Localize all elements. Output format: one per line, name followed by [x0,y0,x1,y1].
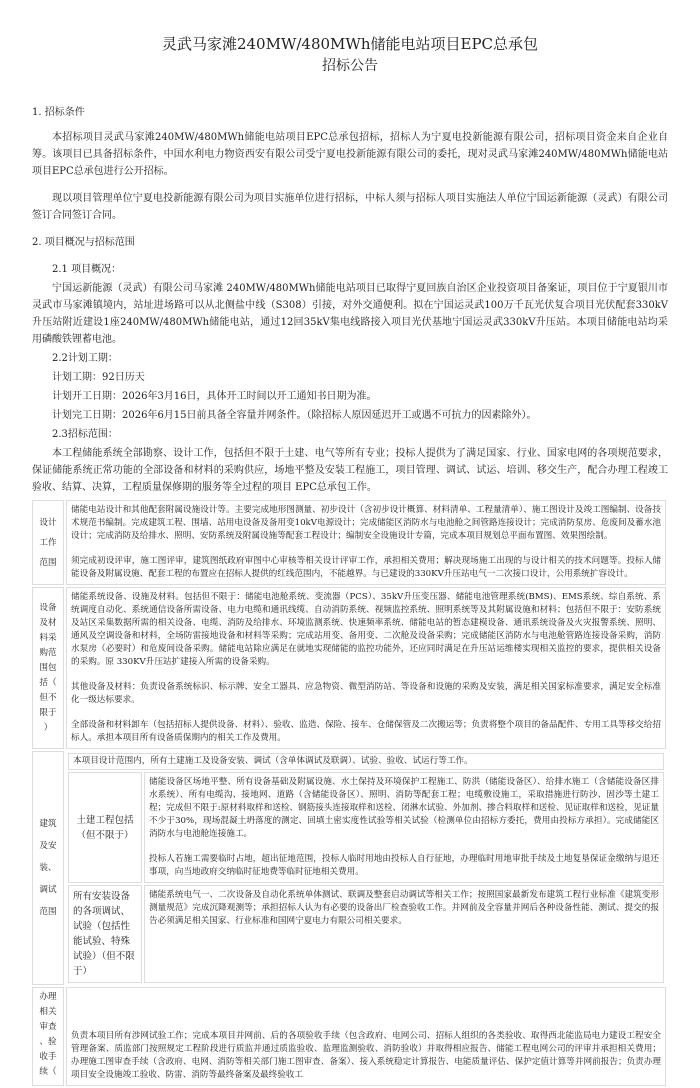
content-paragraph: 储能系统电气一、二次设备及自动化系统单体测试、联调及整套启动调试等相关工作；按照国家最新发布建筑工程行业标准《建筑变形测量规范》完成沉降观测等；承担招标人认为有必要的设备出厂检查验收工作。并网前及全容量并网后各种设备性能、测试、提交的报告必须满足相关国家、行业标准和国网宁夏电力有限公司相关要求。 [149,890,659,926]
document-title: 灵武马家滩240MW/480MWh储能电站项目EPC总承包 [161,35,539,53]
label-part: 围包 [39,662,57,673]
subrow-label: 所有安装设备的各项调试、试验（包括性能试验、特殊试验）（但不限于） [68,885,142,983]
label-part: 工作 [39,537,57,548]
label-part: 收手 [39,1052,57,1062]
label-part: 料采 [39,632,57,643]
section-2-heading: 2. 项目概况与招标范围 [32,237,135,248]
content-paragraph: 投标人若施工需要临时占地，超出征地范围，投标人临时用地由投标人自行征地，办理临时用地审批手续及土地复垦保证金缴纳与退还事项，向当地政府交纳临时征地费等临时征地相关费用。 [149,854,659,877]
label-part: 装、 [39,863,57,873]
subrow-label: 土建工程包括（但不限于） [68,772,142,883]
label-part: 设备 [39,602,57,613]
section-1-paragraph: 现以项目管理单位宁夏电投新能源有限公司为项目实施单位进行招标，中标人须与招标人项目实施法人单位宁国运新能源（灵武）有限公司签订合同签订合同。 [32,193,668,221]
label-part: 购范 [39,647,57,658]
construction-intro: 本项目设计范围内，所有土建施工及设备安装、调试（含单体调试及联调）、试验、验收、试运行等工作。 [68,753,664,770]
document-page [0,34,700,1088]
content-paragraph: 全部设备和材料卸车（包括招标人提供设备、材料）、验收、监造、保险、接车、仓储保管及二次搬运等；负责将整个项目的备品配件、专用工具等移交给招标人。承担本项目所有设备质保期内的相关工作及费用。 [71,720,661,743]
section-1-heading: 1. 招标条件 [32,107,85,118]
row-label [32,587,64,749]
section-2-3-heading: 2.3招标范围： [52,429,118,440]
label-part: 、验 [39,1037,57,1047]
table-row-procurement [32,587,666,749]
label-part: ） [43,722,53,733]
content-paragraph: 储能设备区场地平整、所有设备基础及附属设施、水土保持及环境保护工程施工、防洪（储能设备区）、给排水施工（含储能设备区排水系统）、所有电缆沟、接地网、道路（含储能设备区）、照明、消防等配套工程；电缆敷设施工，采取措施进行防沙、固沙等土建工程；完成但不限于:原材料取样和送检、钢筋接头连接取样和送检、闭淋水试验、外加剂、掺合料取样和送检、见证取样和送检，见证量不少于30%，现场混凝土坍落度的测定、回填土密实度性试验等相关试验（检测单位由招标方委托，费用由投标方承担）。完成储能区消防水与电池舱连接施工。 [149,777,659,839]
row-label [32,987,64,1086]
table-row-approvals [32,987,666,1086]
label-part: 范围 [39,907,57,917]
schedule-end: 计划完工日期：2026年6月15日前具备全容量并网条件。（除招标人原因延迟开工或遇不可抗力的因素除外）。 [52,410,537,421]
content-paragraph: 负责本项目所有涉网试验工作；完成本项目并网前、后的各项验收手续（包含政府、电网公司、招标人组织的各类验收、取得西北能监局电力建设工程安全管理备案、质监部门按照规定工程阶段进行质监并通过质监验收、监理监测验收、消防验收）并取得相应报告、储能工程电网公司的评审并承担相关费用；办理施工图审查手续（含政府、电网、消防等相关部门施工图审查、备案）、接入系统稳定计算报告、电能质量评估、保护定值计算等并网前报告；负责办理项目安全设施竣工验收、防雷、消防等最终备案及最终验收工 [71,1031,661,1080]
row-content [66,751,666,985]
content-paragraph: 须完成初设评审，施工图评审，建筑图纸政府审图中心审核等相关设计评审工作，承担相关费用；解决现场施工出现的与设计相关的技术问题等。投标人储能设备及附属设施、配套工程的布置应在招标人提供的红线范围内，不能越界。与已建设的330KV升压站电气一二次接口设计，公用系统扩容设计。 [71,556,661,579]
label-part: 括（ [39,677,57,688]
schedule-start: 计划开工日期：2026年3月16日，具体开工时间以开工通知书日期为准。 [52,391,377,402]
row-label [32,751,64,985]
subrow-content [144,772,664,883]
table-row-design [32,500,666,585]
construction-subtable [66,751,666,985]
content-paragraph: 其他设备及材料：负责设备系统标识、标示牌、安全工器具、应急物资、微型消防站、等设备和设施的采购及安装，满足相关国家标准要求，满足安全标准化一级达标要求。 [71,682,661,705]
schedule-duration: 计划工期：92日历天 [52,372,145,383]
label-part: 但不 [39,692,57,703]
section-2-2-heading: 2.2计划工期： [52,353,118,364]
subtable-row [68,885,664,983]
label-part: 设计 [39,517,57,528]
label-part: 及材 [39,617,57,628]
label-part: 办理 [39,992,57,1002]
scope-table [30,498,668,1088]
label-part: 续（ [39,1067,57,1077]
label-part: 审查 [39,1022,57,1032]
section-2-1-text: 宁国运新能源（灵武）有限公司马家滩 240MW/480MWh储能电站项目已取得宁夏回族自治区企业投资项目备案证，项目位于宁夏银川市灵武市马家滩镇境内，站址进场路可以从北侧盐中线（S308）引接，对外交通便利。拟在宁国运灵武100万千瓦光伏复合项目光伏配套330kV升压站附近建设1座240MW/480MWh储能电站，通过12回35kV集电线路接入项目光伏基地宁国运灵武330kV升压站。本项目储能电站均采用磷酸铁锂蓄电池。 [32,283,668,345]
label-part: 调试 [39,885,57,895]
label-part: 及安 [39,841,57,851]
label-part: 建筑 [39,819,57,829]
subtable-row [68,772,664,883]
row-content [66,987,666,1086]
section-2-1-heading: 2.1 项目概况： [52,264,122,275]
row-content [66,500,666,585]
label-part: 相关 [39,1007,57,1017]
content-paragraph: 储能电站设计和其他配套附属设施设计等。主要完成地形图测量、初步设计（含初步设计概算、材料清单、工程量清单）、施工图设计及竣工图编制、设备技术规范书编制。完成建筑工程、围墙、站用电设备及备用变10kV电源设计；完成储能区消防水与电池舱之间管路连接设计；完成消防泵房、危废间及蓄水池设计；完成消防及给排水、照明、安防系统及附属设施等配套工程设计；编制安全设施设计专篇，完成本项目规划总平面布置图、效果图绘制。 [71,505,661,541]
section-1-paragraph: 本招标项目灵武马家滩240MW/480MWh储能电站项目EPC总承包招标，招标人为宁夏电投新能源有限公司，招标项目资金来自企业自筹。该项目已具备招标条件，中国水利电力物资西安有限公司受宁夏电投新能源有限公司的委托，现对灵武马家滩240MW/480MWh储能电站项目EPC总承包进行公开招标。 [32,132,668,177]
label-part: 范围 [39,557,57,568]
row-label [32,500,64,585]
subtable-row [68,753,664,770]
row-content [66,587,666,749]
label-part: 限于 [39,707,57,718]
section-2-3-text: 本工程储能系统全部勘察、设计工作，包括但不限于土建、电气等所有专业；投标人提供为了满足国家、行业、国家电网的各项规范要求，保证储能系统正常功能的全部设备和材料的采购供应，场地平整及安装工程施工，项目管理、调试、试运、培训、移交生产，配合办理工程竣工验收、结算、决算，工程质量保修期的服务等全过程的项目 EPC总承包工作。 [32,448,668,493]
content-paragraph: 储能系统设备、设施及材料。包括但不限于：储能电池舱系统、变流器（PCS）、35kV升压变压器、储能电池管理系统(BMS)、EMS系统、综自系统、系统调度自动化、系统通信设备所需设备、电力电缆和通讯线缆、自动消防系统、视频监控系统、照明系统等及其附属设施和材料；包括但不限于：安防系统及站区采集数据所需的相关设备、电缆、消防及给排水、环境监测系统、快速频率系统、储能电站的暂态建模设备、通讯系统设备及火灾报警系统、照明、通风及空调设备和材料，全场防雷接地设备和材料等采购；完成站用变、备用变、二次舱及设备采购；完成储能区消防水与电池舱管路连接设备采购，消防水泵房（必要时）和危废间设备采购。储能电站除应满足在就地实现储能的监控功能外，还应同时满足在升压站运维楼实现相关监控的要求，提供相关设备的采购。原 330KV升压站扩建接入所需的设备采购。 [71,592,661,667]
table-row-construction [32,751,666,985]
document-subtitle: 招标公告 [322,58,378,74]
subrow-content [144,885,664,983]
